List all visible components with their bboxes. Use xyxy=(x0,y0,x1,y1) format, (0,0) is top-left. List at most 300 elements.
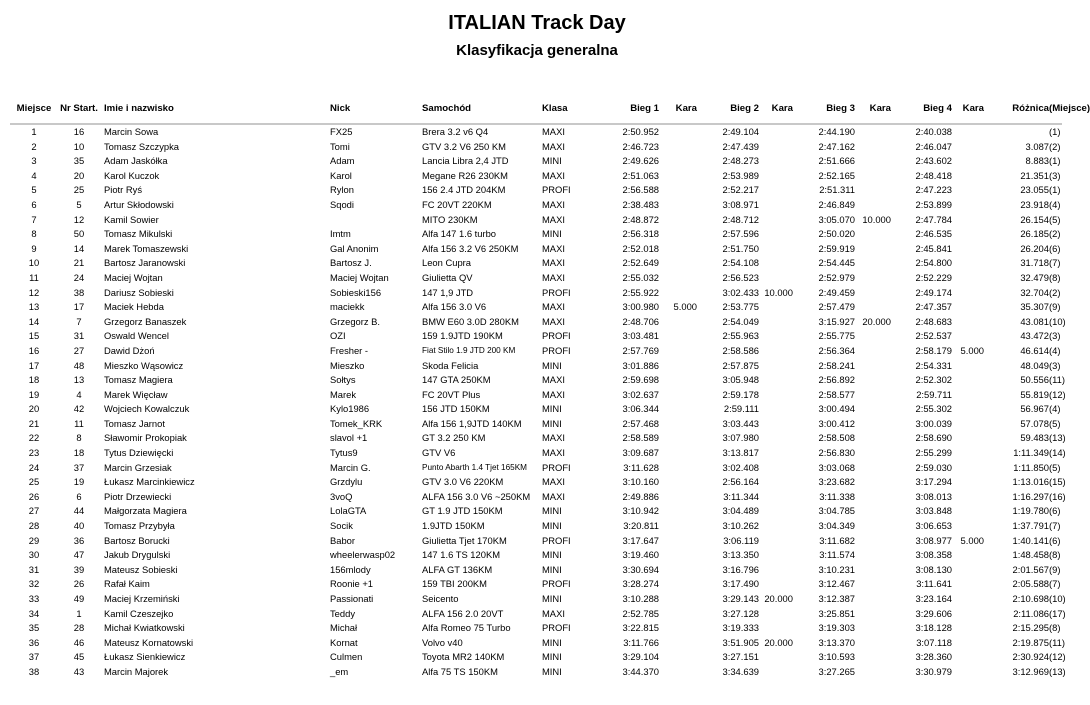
cell-class-place: (3) xyxy=(1049,330,1061,342)
table-row xyxy=(10,534,1062,549)
cell-nick: Fresher - xyxy=(330,344,369,356)
cell-nick: Imtm xyxy=(330,228,351,240)
cell-run2: 3:02.433 xyxy=(722,286,759,298)
cell-penalty4 xyxy=(952,242,988,257)
cell-class-place: (5) xyxy=(1049,461,1061,473)
cell-run2: 3:10.262 xyxy=(722,520,759,532)
cell-place: 17 xyxy=(28,359,40,371)
cell-class-place: (11) xyxy=(1049,374,1065,386)
cell-class: MAXI xyxy=(542,447,565,459)
cell-run3: 2:51.666 xyxy=(818,155,855,167)
cell-run4: 3:30.979 xyxy=(915,665,952,677)
cell-start-number: 11 xyxy=(74,417,84,429)
cell-nick: _em xyxy=(330,665,349,677)
cell-difference: 2:01.567 xyxy=(1012,563,1049,575)
cell-place: 28 xyxy=(28,520,40,532)
cell-run4: 2:46.535 xyxy=(915,228,952,240)
cell-run2: 2:54.108 xyxy=(722,257,759,269)
cell-penalty4 xyxy=(952,563,988,578)
cell-class: PROFI xyxy=(542,330,571,342)
cell-start-number: 5 xyxy=(76,198,82,210)
cell-penalty4 xyxy=(952,592,988,607)
cell-place: 12 xyxy=(28,286,40,298)
cell-class: MAXI xyxy=(542,490,565,502)
cell-nick: FX25 xyxy=(330,126,353,137)
cell-run2: 3:17.490 xyxy=(722,578,759,590)
cell-run2: 3:11.344 xyxy=(723,490,759,502)
cell-run1: 3:20.811 xyxy=(623,520,659,532)
cell-run1: 2:56.588 xyxy=(622,184,659,196)
cell-place: 35 xyxy=(28,622,40,634)
cell-run1: 2:56.318 xyxy=(622,228,659,240)
cell-class-place: (2) xyxy=(1049,286,1061,298)
cell-run2: 2:48.273 xyxy=(722,155,759,167)
cell-run3: 2:49.459 xyxy=(818,286,855,298)
cell-nick: wheelerwasp02 xyxy=(330,549,396,561)
cell-car: GTV 3.0 V6 220KM xyxy=(422,476,504,488)
cell-place: 34 xyxy=(28,607,40,619)
header-spacer xyxy=(10,114,1062,123)
cell-run1: 3:11.628 xyxy=(623,461,659,473)
cell-start-number: 43 xyxy=(73,665,85,677)
cell-run3: 3:23.682 xyxy=(818,476,855,488)
cell-driver-name: Artur Skłodowski xyxy=(104,198,174,210)
cell-run1: 3:01.886 xyxy=(622,359,659,371)
cell-difference: 2:10.698 xyxy=(1012,593,1049,604)
cell-penalty3 xyxy=(855,519,895,534)
table-row xyxy=(10,548,1062,563)
cell-car: BMW E60 3.0D 280KM xyxy=(422,315,519,327)
cell-car: 159 1.9JTD 190KM xyxy=(422,330,503,342)
cell-penalty3 xyxy=(855,636,895,651)
cell-penalty2 xyxy=(759,650,797,665)
cell-penalty4 xyxy=(952,125,988,140)
results-table xyxy=(10,96,1090,680)
col-header-bieg3: Bieg 3 xyxy=(826,103,855,114)
cell-penalty2 xyxy=(759,504,797,519)
col-header-kara3: Kara xyxy=(869,103,891,114)
cell-driver-name: Łukasz Marcinkiewicz xyxy=(104,476,195,488)
cell-class: MAXI xyxy=(542,213,565,225)
cell-penalty4 xyxy=(952,650,988,665)
cell-run2: 2:58.586 xyxy=(722,344,759,356)
cell-run2: 2:59.178 xyxy=(722,388,759,400)
table-row xyxy=(10,329,1062,344)
cell-car: Volvo v40 xyxy=(422,636,463,648)
cell-car: 156 JTD 150KM xyxy=(422,403,490,415)
cell-place: 3 xyxy=(31,155,37,167)
cell-nick: Mieszko xyxy=(330,359,365,371)
cell-penalty2 xyxy=(759,461,797,476)
cell-run2: 3:27.151 xyxy=(722,651,759,663)
cell-difference: 1:16.297 xyxy=(1012,490,1049,502)
cell-run3: 2:55.775 xyxy=(818,330,855,342)
cell-car: Seicento xyxy=(422,593,459,604)
cell-place: 29 xyxy=(28,534,40,546)
cell-driver-name: Mateusz Sobieski xyxy=(104,563,178,575)
cell-penalty3 xyxy=(855,359,895,374)
cell-class: PROFI xyxy=(542,578,571,590)
cell-penalty4 xyxy=(952,227,988,242)
cell-difference: 2:30.924 xyxy=(1012,651,1049,663)
cell-place: 1 xyxy=(31,126,37,137)
cell-start-number: 12 xyxy=(73,213,85,225)
cell-run4: 2:46.047 xyxy=(915,140,952,152)
cell-run1: 3:17.647 xyxy=(622,534,659,546)
cell-run1: 2:52.649 xyxy=(622,257,659,269)
cell-car: MITO 230KM xyxy=(422,213,478,225)
cell-class-place: (17) xyxy=(1049,607,1066,619)
table-row xyxy=(10,344,1062,359)
cell-penalty1 xyxy=(659,475,701,490)
cell-penalty3 xyxy=(855,344,895,359)
cell-place: 10 xyxy=(28,257,40,269)
cell-penalty4 xyxy=(952,548,988,563)
cell-place: 9 xyxy=(31,242,37,254)
cell-run2: 3:19.333 xyxy=(722,622,759,634)
cell-driver-name: Michał Kwiatkowski xyxy=(104,622,185,634)
cell-run1: 3:10.288 xyxy=(622,593,659,604)
cell-start-number: 46 xyxy=(73,636,85,648)
cell-run1: 3:06.344 xyxy=(622,403,659,415)
cell-penalty4 xyxy=(952,256,988,271)
cell-penalty2 xyxy=(759,490,797,505)
cell-penalty3 xyxy=(855,183,895,198)
cell-penalty1 xyxy=(659,271,701,286)
cell-nick: Marek xyxy=(330,388,357,400)
table-header xyxy=(10,96,1090,125)
cell-penalty2 xyxy=(759,577,797,592)
cell-penalty3 xyxy=(855,592,895,607)
cell-run3: 2:47.162 xyxy=(818,140,855,152)
cell-start-number: 6 xyxy=(76,490,82,502)
cell-run1: 3:30.694 xyxy=(622,563,659,575)
cell-place: 14 xyxy=(28,315,40,327)
cell-start-number: 28 xyxy=(73,622,85,634)
cell-penalty2: 20.000 xyxy=(764,593,793,604)
cell-class: PROFI xyxy=(542,461,571,473)
col-header-nr: Nr Start. xyxy=(60,103,98,114)
cell-penalty2: 20.000 xyxy=(764,636,793,648)
cell-start-number: 18 xyxy=(73,447,85,459)
cell-class: PROFI xyxy=(542,344,571,356)
cell-driver-name: Małgorzata Magiera xyxy=(104,505,187,517)
cell-difference: 48.049 xyxy=(1020,359,1049,371)
cell-run2: 3:08.971 xyxy=(722,198,759,210)
table-row xyxy=(10,125,1062,140)
cell-run1: 3:00.980 xyxy=(622,301,659,313)
table-row xyxy=(10,169,1062,184)
cell-run2: 2:57.875 xyxy=(722,359,759,371)
table-row xyxy=(10,431,1062,446)
cell-driver-name: Tomasz Jarnot xyxy=(104,417,165,429)
cell-penalty4 xyxy=(952,577,988,592)
cell-run2: 3:29.143 xyxy=(722,593,759,604)
cell-place: 38 xyxy=(28,665,40,677)
cell-run1: 2:49.886 xyxy=(622,490,659,502)
cell-driver-name: Piotr Drzewiecki xyxy=(104,490,172,502)
cell-run3: 2:50.020 xyxy=(818,228,855,240)
cell-penalty1 xyxy=(659,636,701,651)
cell-class: MINI xyxy=(542,359,562,371)
cell-driver-name: Marcin Majorek xyxy=(104,665,169,677)
table-row xyxy=(10,461,1062,476)
col-header-bieg1: Bieg 1 xyxy=(630,103,659,114)
cell-difference: 21.351 xyxy=(1020,169,1049,181)
cell-penalty2 xyxy=(759,198,797,213)
cell-run4: 2:52.537 xyxy=(915,330,952,342)
cell-penalty1: 5.000 xyxy=(673,301,697,313)
cell-penalty3 xyxy=(855,534,895,549)
cell-penalty3 xyxy=(855,431,895,446)
table-row xyxy=(10,315,1062,330)
cell-place: 22 xyxy=(28,432,40,444)
cell-place: 16 xyxy=(28,344,40,356)
cell-difference: 2:05.588 xyxy=(1012,578,1049,590)
cell-class-place: (16) xyxy=(1049,490,1066,502)
cell-run4: 3:08.013 xyxy=(915,490,952,502)
cell-driver-name: Tomasz Mikulski xyxy=(104,228,173,240)
cell-run1: 2:57.769 xyxy=(622,344,659,356)
cell-penalty1 xyxy=(659,183,701,198)
cell-run2: 2:53.775 xyxy=(722,301,759,313)
cell-run1: 2:48.706 xyxy=(622,315,659,327)
cell-start-number: 7 xyxy=(76,315,82,327)
cell-run1: 2:50.952 xyxy=(622,126,659,137)
cell-penalty4: 5.000 xyxy=(960,344,984,356)
cell-run3: 2:56.892 xyxy=(818,374,855,386)
cell-penalty4 xyxy=(952,198,988,213)
cell-start-number: 26 xyxy=(73,578,85,590)
cell-class-place: (5) xyxy=(1049,213,1061,225)
cell-penalty1 xyxy=(659,286,701,301)
table-row xyxy=(10,183,1062,198)
cell-run1: 2:46.723 xyxy=(622,140,659,152)
cell-nick: Adam xyxy=(330,155,355,167)
cell-penalty2 xyxy=(759,315,797,330)
cell-driver-name: Tomasz Przybyła xyxy=(104,520,175,532)
cell-penalty4 xyxy=(952,402,988,417)
cell-nick: Sołtys xyxy=(330,374,356,386)
cell-penalty2 xyxy=(759,417,797,432)
cell-place: 19 xyxy=(28,388,40,400)
cell-run1: 2:51.063 xyxy=(622,169,659,181)
cell-penalty1 xyxy=(659,402,701,417)
cell-penalty3 xyxy=(855,665,895,680)
cell-driver-name: Rafał Kaim xyxy=(104,578,150,590)
cell-penalty4 xyxy=(952,169,988,184)
cell-penalty3 xyxy=(855,607,895,622)
cell-difference: 3.087 xyxy=(1025,140,1049,152)
cell-penalty4 xyxy=(952,636,988,651)
cell-run2: 3:13.350 xyxy=(722,549,759,561)
cell-car: GT 1.9 JTD 150KM xyxy=(422,505,503,517)
cell-penalty2 xyxy=(759,359,797,374)
cell-penalty4 xyxy=(952,154,988,169)
cell-class-place: (4) xyxy=(1049,198,1061,210)
cell-run3: 2:58.577 xyxy=(818,388,855,400)
cell-class: PROFI xyxy=(542,184,571,196)
cell-run3: 3:10.231 xyxy=(818,563,855,575)
cell-run2: 3:04.489 xyxy=(722,505,759,517)
cell-run4: 2:58.179 xyxy=(915,344,952,356)
cell-penalty1 xyxy=(659,125,701,140)
cell-driver-name: Jakub Drygulski xyxy=(104,549,171,561)
cell-car: Leon Cupra xyxy=(422,257,471,269)
cell-penalty1 xyxy=(659,621,701,636)
cell-place: 4 xyxy=(31,169,37,181)
cell-penalty2 xyxy=(759,140,797,155)
col-header-kara4: Kara xyxy=(962,103,984,114)
cell-difference: 56.967 xyxy=(1020,403,1049,415)
cell-penalty3 xyxy=(855,461,895,476)
cell-difference: 57.078 xyxy=(1020,417,1049,429)
cell-penalty4 xyxy=(952,519,988,534)
cell-nick: Teddy xyxy=(330,607,356,619)
cell-run4: 2:45.841 xyxy=(915,242,952,254)
cell-penalty1 xyxy=(659,169,701,184)
cell-run4: 3:00.039 xyxy=(915,417,952,429)
cell-class: MAXI xyxy=(542,140,565,152)
cell-difference: 3:12.969 xyxy=(1012,665,1049,677)
cell-place: 31 xyxy=(28,563,40,575)
cell-class-place: (10) xyxy=(1049,593,1066,604)
cell-run2: 3:51.905 xyxy=(722,636,759,648)
cell-penalty3 xyxy=(855,475,895,490)
cell-class-place: (8) xyxy=(1049,271,1061,283)
cell-penalty3 xyxy=(855,373,895,388)
cell-penalty3 xyxy=(855,402,895,417)
cell-penalty1 xyxy=(659,315,701,330)
cell-penalty3 xyxy=(855,329,895,344)
cell-class: MINI xyxy=(542,505,562,517)
cell-car: Alfa 156 1,9JTD 140KM xyxy=(422,417,522,429)
cell-run3: 3:13.370 xyxy=(818,636,855,648)
cell-penalty1 xyxy=(659,256,701,271)
cell-run2: 3:27.128 xyxy=(722,607,759,619)
table-row xyxy=(10,665,1062,680)
table-row xyxy=(10,198,1062,213)
cell-run1: 3:44.370 xyxy=(622,665,659,677)
cell-car: Giulietta QV xyxy=(422,271,473,283)
cell-run3: 3:12.467 xyxy=(818,578,855,590)
cell-car: Punto Abarth 1.4 Tjet 165KM xyxy=(422,462,527,472)
cell-difference: 46.614 xyxy=(1020,344,1049,356)
cell-run3: 2:44.190 xyxy=(818,126,855,137)
cell-run2: 3:05.948 xyxy=(722,374,759,386)
table-body xyxy=(10,125,1066,680)
cell-nick: Grzdylu xyxy=(330,476,363,488)
cell-penalty1 xyxy=(659,388,701,403)
cell-run4: 2:48.683 xyxy=(915,315,952,327)
cell-difference: 26.204 xyxy=(1020,242,1049,254)
cell-penalty2 xyxy=(759,607,797,622)
cell-penalty3: 20.000 xyxy=(862,315,891,327)
cell-penalty1 xyxy=(659,154,701,169)
cell-start-number: 16 xyxy=(73,126,85,137)
cell-run4: 2:48.418 xyxy=(915,169,952,181)
cell-penalty1 xyxy=(659,461,701,476)
col-header-miejsce: Miejsce xyxy=(16,103,52,114)
cell-run2: 2:56.523 xyxy=(722,271,759,283)
cell-class-place: (6) xyxy=(1049,534,1061,546)
cell-penalty1 xyxy=(659,577,701,592)
cell-class-place: (7) xyxy=(1049,520,1061,532)
cell-class-place: (10) xyxy=(1049,315,1066,327)
cell-penalty4 xyxy=(952,140,988,155)
cell-run3: 3:10.593 xyxy=(818,651,855,663)
cell-run2: 3:07.980 xyxy=(722,432,759,444)
cell-class-place: (8) xyxy=(1049,549,1061,561)
cell-place: 27 xyxy=(28,505,40,517)
cell-nick: Kornat xyxy=(330,636,358,648)
cell-run3: 2:58.508 xyxy=(818,432,855,444)
cell-start-number: 25 xyxy=(73,184,85,196)
cell-class: PROFI xyxy=(542,622,571,634)
page-title: ITALIAN Track Day xyxy=(448,12,626,34)
cell-class: MAXI xyxy=(542,432,565,444)
cell-driver-name: Wojciech Kowalczuk xyxy=(104,403,190,415)
cell-nick: Socik xyxy=(330,520,353,532)
cell-penalty4 xyxy=(952,417,988,432)
cell-penalty1 xyxy=(659,665,701,680)
cell-run2: 2:57.596 xyxy=(722,228,759,240)
cell-run1: 2:52.785 xyxy=(622,607,659,619)
cell-penalty4 xyxy=(952,475,988,490)
cell-difference: 8.883 xyxy=(1025,155,1049,167)
cell-penalty1 xyxy=(659,242,701,257)
cell-car: GTV 3.2 V6 250 KM xyxy=(422,140,506,152)
cell-start-number: 48 xyxy=(73,359,85,371)
cell-class-place: (2) xyxy=(1049,140,1061,152)
cell-run4: 3:18.128 xyxy=(915,622,952,634)
cell-penalty4 xyxy=(952,329,988,344)
cell-nick: slavol +1 xyxy=(330,432,368,444)
cell-car: Megane R26 230KM xyxy=(422,169,508,181)
cell-driver-name: Karol Kuczok xyxy=(104,169,160,181)
cell-nick: Bartosz J. xyxy=(330,257,372,269)
cell-start-number: 40 xyxy=(73,520,85,532)
cell-nick: Sobieski156 xyxy=(330,286,382,298)
cell-difference: 23.918 xyxy=(1020,198,1049,210)
cell-class: PROFI xyxy=(542,286,571,298)
cell-class-place: (6) xyxy=(1049,505,1061,517)
cell-place: 8 xyxy=(31,228,37,240)
cell-car: 147 GTA 250KM xyxy=(422,374,491,386)
cell-driver-name: Łukasz Sienkiewicz xyxy=(104,651,186,663)
cell-class-place: (7) xyxy=(1049,257,1061,269)
cell-driver-name: Kamil Sowier xyxy=(104,213,159,225)
cell-class: MINI xyxy=(542,563,562,575)
cell-penalty3 xyxy=(855,256,895,271)
cell-penalty3 xyxy=(855,621,895,636)
cell-run1: 2:57.468 xyxy=(622,417,659,429)
cell-class-place: (13) xyxy=(1049,665,1066,677)
cell-class: MAXI xyxy=(542,301,565,313)
cell-car: Alfa 147 1.6 turbo xyxy=(422,228,497,240)
cell-start-number: 47 xyxy=(73,549,85,561)
cell-penalty2 xyxy=(759,519,797,534)
cell-penalty2 xyxy=(759,183,797,198)
cell-penalty4 xyxy=(952,388,988,403)
cell-penalty3 xyxy=(855,417,895,432)
cell-start-number: 19 xyxy=(73,476,85,488)
cell-class: MAXI xyxy=(542,388,565,400)
cell-car: ALFA 156 3.0 V6 ~250KM xyxy=(422,490,531,502)
cell-difference: 32.479 xyxy=(1020,271,1049,283)
cell-class: MAXI xyxy=(542,242,565,254)
table-row xyxy=(10,490,1062,505)
